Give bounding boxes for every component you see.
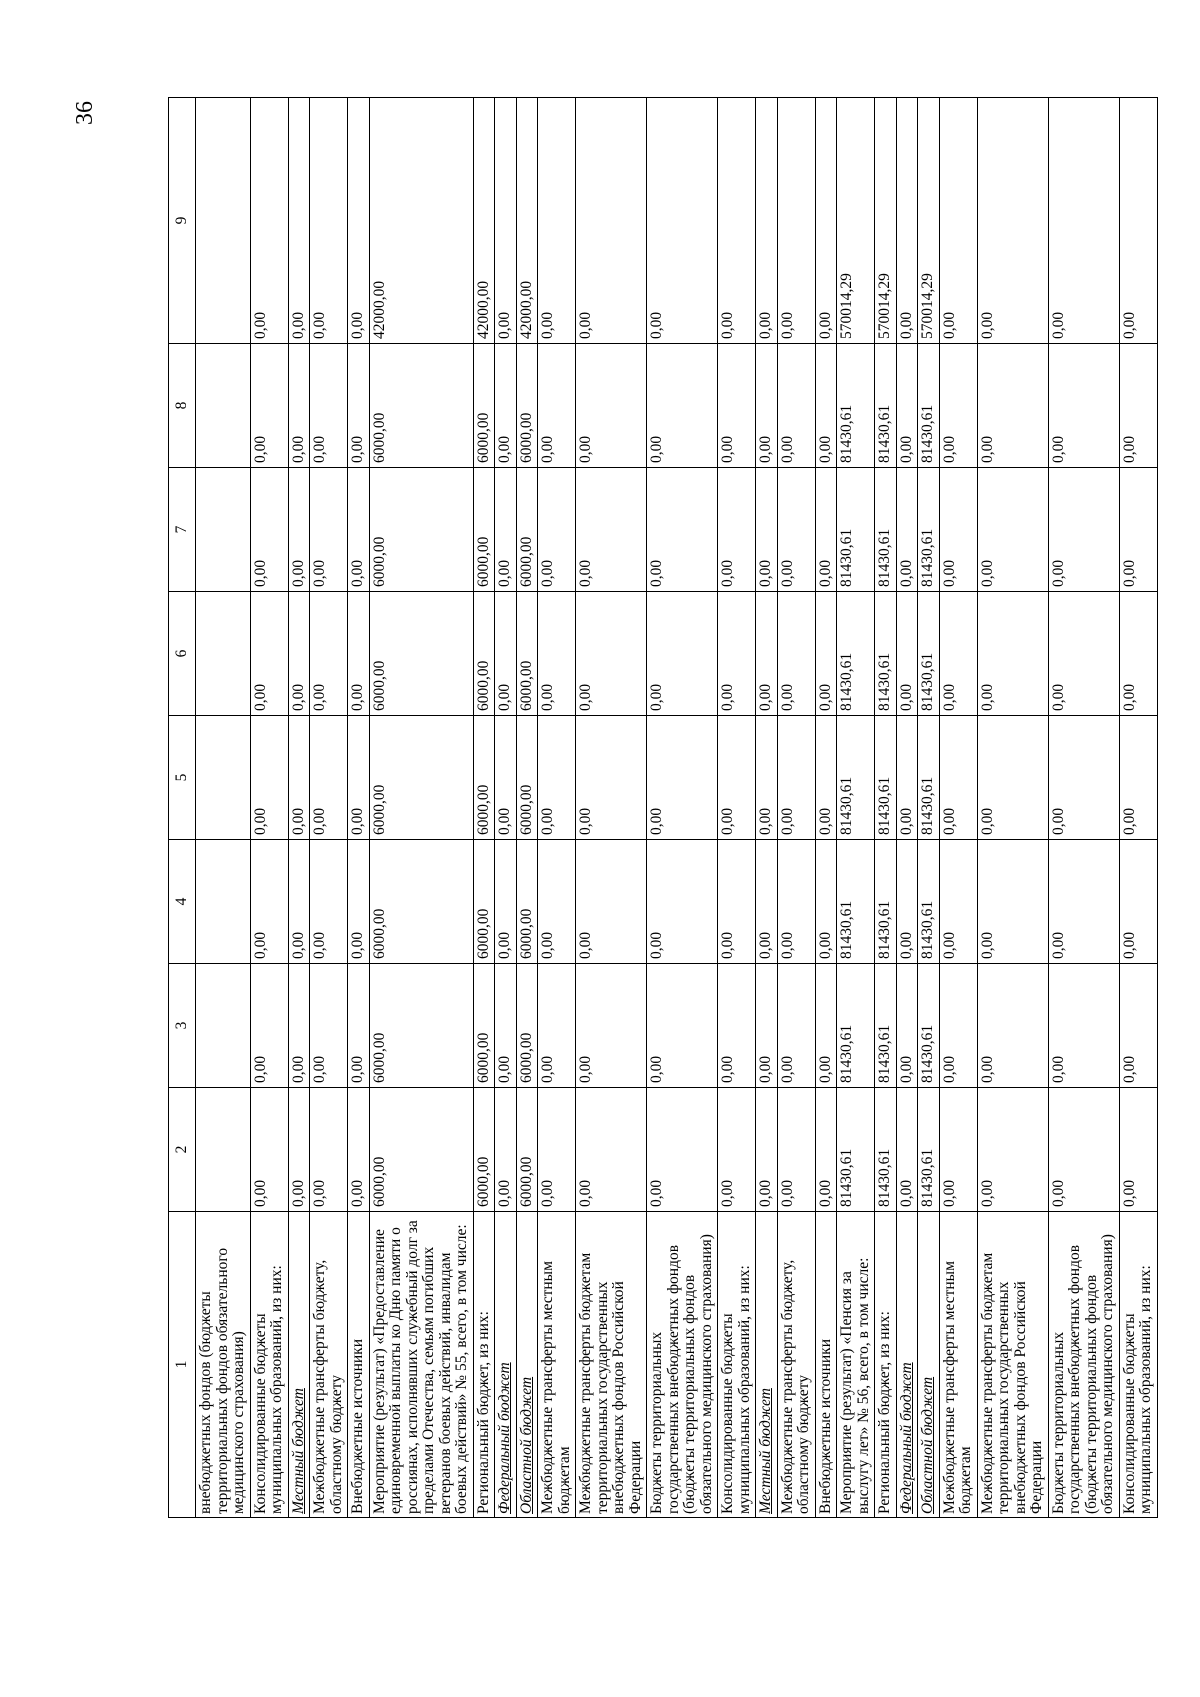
value-cell: 42000,00 xyxy=(516,98,538,344)
value-cell: 0,00 xyxy=(977,592,1048,716)
value-cell: 0,00 xyxy=(718,1088,756,1212)
table-row xyxy=(288,98,310,1518)
table-row xyxy=(495,98,517,1518)
row-label: Областной бюджет xyxy=(918,1212,940,1518)
row-label: Бюджеты территориальных государственных внебюджетных фондов (бюджеты территориальных фондов обязательного медицинского страхования) xyxy=(1048,1212,1119,1518)
value-cell: 0,00 xyxy=(815,840,837,964)
value-cell: 0,00 xyxy=(647,964,718,1088)
value-cell: 0,00 xyxy=(896,592,918,716)
value-cell: 81430,61 xyxy=(918,344,940,468)
value-cell: 6000,00 xyxy=(516,1088,538,1212)
value-cell: 0,00 xyxy=(310,98,348,344)
value-cell: 0,00 xyxy=(495,344,517,468)
row-label: Внебюджетные источники xyxy=(815,1212,837,1518)
value-cell: 0,00 xyxy=(250,98,288,344)
row-label: Мероприятие (результат) «Пенсия за выслугу лет» № 56, всего, в том числе: xyxy=(837,1212,875,1518)
table-row xyxy=(777,98,815,1518)
value-cell: 0,00 xyxy=(939,716,977,840)
table-row xyxy=(348,98,370,1518)
value-cell: 0,00 xyxy=(288,98,310,344)
value-cell: 0,00 xyxy=(310,840,348,964)
table-row xyxy=(918,98,940,1518)
value-cell: 81430,61 xyxy=(918,1088,940,1212)
value-cell: 0,00 xyxy=(1119,964,1157,1088)
value-cell: 0,00 xyxy=(1048,344,1119,468)
table-row xyxy=(250,98,288,1518)
column-header-9: 9 xyxy=(169,98,196,344)
value-cell xyxy=(196,592,251,716)
row-label: внебюджетных фондов (бюджеты территориальных фондов обязательного медицинского страхования) xyxy=(196,1212,251,1518)
value-cell: 0,00 xyxy=(815,1088,837,1212)
value-cell: 570014,29 xyxy=(837,98,875,344)
value-cell: 0,00 xyxy=(896,716,918,840)
value-cell: 0,00 xyxy=(756,1088,778,1212)
value-cell: 6000,00 xyxy=(369,592,473,716)
value-cell: 81430,61 xyxy=(837,468,875,592)
value-cell: 0,00 xyxy=(718,716,756,840)
value-cell: 0,00 xyxy=(777,716,815,840)
table-header xyxy=(169,98,196,1518)
table-row xyxy=(977,98,1048,1518)
row-label: Консолидированные бюджеты муниципальных образований, из них: xyxy=(250,1212,288,1518)
value-cell: 0,00 xyxy=(756,964,778,1088)
value-cell: 0,00 xyxy=(495,964,517,1088)
value-cell: 0,00 xyxy=(288,964,310,1088)
value-cell: 81430,61 xyxy=(875,716,897,840)
value-cell: 6000,00 xyxy=(473,716,495,840)
value-cell: 0,00 xyxy=(1119,468,1157,592)
value-cell: 0,00 xyxy=(495,1088,517,1212)
value-cell: 0,00 xyxy=(718,840,756,964)
value-cell: 0,00 xyxy=(756,716,778,840)
value-cell: 0,00 xyxy=(647,344,718,468)
value-cell: 0,00 xyxy=(815,964,837,1088)
value-cell: 0,00 xyxy=(348,98,370,344)
row-label: Федеральный бюджет xyxy=(495,1212,517,1518)
column-header-5: 5 xyxy=(169,716,196,840)
value-cell: 0,00 xyxy=(756,468,778,592)
value-cell: 0,00 xyxy=(576,468,647,592)
value-cell: 0,00 xyxy=(939,468,977,592)
value-cell: 0,00 xyxy=(896,840,918,964)
table-row xyxy=(756,98,778,1518)
value-cell: 0,00 xyxy=(250,1088,288,1212)
value-cell: 0,00 xyxy=(977,344,1048,468)
header-row xyxy=(169,98,196,1518)
table-row xyxy=(369,98,473,1518)
value-cell: 81430,61 xyxy=(918,592,940,716)
value-cell: 0,00 xyxy=(977,964,1048,1088)
value-cell: 81430,61 xyxy=(837,592,875,716)
value-cell: 81430,61 xyxy=(837,716,875,840)
value-cell: 0,00 xyxy=(310,468,348,592)
value-cell: 0,00 xyxy=(939,840,977,964)
value-cell: 0,00 xyxy=(495,468,517,592)
value-cell: 0,00 xyxy=(647,468,718,592)
value-cell: 0,00 xyxy=(777,468,815,592)
value-cell: 6000,00 xyxy=(369,964,473,1088)
column-header-7: 7 xyxy=(169,468,196,592)
row-label: Местный бюджет xyxy=(288,1212,310,1518)
row-label: Федеральный бюджет xyxy=(896,1212,918,1518)
value-cell: 0,00 xyxy=(896,1088,918,1212)
row-label: Межбюджетные трансферты бюджетам территориальных государственных внебюджетных фондов Российской Федерации xyxy=(576,1212,647,1518)
value-cell: 0,00 xyxy=(647,98,718,344)
value-cell: 81430,61 xyxy=(875,840,897,964)
value-cell: 0,00 xyxy=(576,592,647,716)
table-row xyxy=(473,98,495,1518)
value-cell: 0,00 xyxy=(250,468,288,592)
value-cell: 0,00 xyxy=(310,716,348,840)
value-cell: 42000,00 xyxy=(473,98,495,344)
value-cell: 81430,61 xyxy=(837,840,875,964)
value-cell xyxy=(196,98,251,344)
value-cell xyxy=(196,964,251,1088)
value-cell: 81430,61 xyxy=(875,1088,897,1212)
table-row xyxy=(310,98,348,1518)
value-cell: 0,00 xyxy=(348,344,370,468)
table-row xyxy=(896,98,918,1518)
value-cell: 0,00 xyxy=(348,716,370,840)
row-label: Межбюджетные трансферты бюджету, областному бюджету xyxy=(777,1212,815,1518)
table-row xyxy=(718,98,756,1518)
value-cell: 6000,00 xyxy=(473,1088,495,1212)
table-row xyxy=(875,98,897,1518)
value-cell: 0,00 xyxy=(576,840,647,964)
value-cell: 0,00 xyxy=(777,1088,815,1212)
value-cell: 0,00 xyxy=(310,1088,348,1212)
row-label: Областной бюджет xyxy=(516,1212,538,1518)
row-label: Внебюджетные источники xyxy=(348,1212,370,1518)
value-cell xyxy=(196,716,251,840)
value-cell: 0,00 xyxy=(348,840,370,964)
value-cell: 81430,61 xyxy=(918,716,940,840)
table-row xyxy=(196,98,251,1518)
value-cell: 0,00 xyxy=(815,344,837,468)
value-cell: 0,00 xyxy=(1048,592,1119,716)
value-cell: 0,00 xyxy=(348,964,370,1088)
value-cell: 0,00 xyxy=(939,98,977,344)
value-cell: 0,00 xyxy=(815,716,837,840)
value-cell: 0,00 xyxy=(576,1088,647,1212)
row-label: Консолидированные бюджеты муниципальных образований, из них: xyxy=(718,1212,756,1518)
value-cell: 0,00 xyxy=(977,1088,1048,1212)
value-cell: 0,00 xyxy=(495,716,517,840)
value-cell: 0,00 xyxy=(288,1088,310,1212)
value-cell: 0,00 xyxy=(756,344,778,468)
value-cell: 0,00 xyxy=(1048,1088,1119,1212)
table-row xyxy=(1048,98,1119,1518)
value-cell: 570014,29 xyxy=(918,98,940,344)
value-cell: 81430,61 xyxy=(875,344,897,468)
value-cell: 0,00 xyxy=(538,592,576,716)
value-cell: 0,00 xyxy=(718,344,756,468)
value-cell: 0,00 xyxy=(647,1088,718,1212)
column-header-3: 3 xyxy=(169,964,196,1088)
value-cell: 6000,00 xyxy=(516,840,538,964)
value-cell: 0,00 xyxy=(977,716,1048,840)
value-cell: 6000,00 xyxy=(473,344,495,468)
value-cell: 0,00 xyxy=(288,840,310,964)
value-cell: 6000,00 xyxy=(473,468,495,592)
value-cell xyxy=(196,344,251,468)
value-cell: 0,00 xyxy=(777,344,815,468)
value-cell: 0,00 xyxy=(939,964,977,1088)
value-cell xyxy=(196,468,251,592)
value-cell: 0,00 xyxy=(288,344,310,468)
value-cell: 0,00 xyxy=(777,592,815,716)
column-header-1: 1 xyxy=(169,1212,196,1518)
value-cell: 0,00 xyxy=(250,716,288,840)
column-header-8: 8 xyxy=(169,344,196,468)
value-cell: 0,00 xyxy=(1119,98,1157,344)
table-body xyxy=(196,98,1158,1518)
value-cell: 81430,61 xyxy=(875,468,897,592)
value-cell: 0,00 xyxy=(647,840,718,964)
value-cell: 0,00 xyxy=(495,592,517,716)
value-cell: 0,00 xyxy=(288,468,310,592)
value-cell: 6000,00 xyxy=(369,840,473,964)
value-cell: 0,00 xyxy=(576,716,647,840)
value-cell: 0,00 xyxy=(1048,964,1119,1088)
value-cell: 0,00 xyxy=(939,344,977,468)
value-cell: 0,00 xyxy=(538,1088,576,1212)
value-cell: 0,00 xyxy=(718,468,756,592)
value-cell: 0,00 xyxy=(250,840,288,964)
column-header-6: 6 xyxy=(169,592,196,716)
table-row xyxy=(939,98,977,1518)
value-cell: 6000,00 xyxy=(369,468,473,592)
value-cell: 0,00 xyxy=(1119,344,1157,468)
value-cell: 0,00 xyxy=(777,964,815,1088)
table-row xyxy=(647,98,718,1518)
row-label: Межбюджетные трансферты бюджету, областному бюджету xyxy=(310,1212,348,1518)
value-cell: 0,00 xyxy=(777,98,815,344)
value-cell: 0,00 xyxy=(1119,592,1157,716)
table-row xyxy=(576,98,647,1518)
value-cell: 81430,61 xyxy=(837,1088,875,1212)
value-cell: 6000,00 xyxy=(516,344,538,468)
value-cell: 0,00 xyxy=(977,98,1048,344)
value-cell: 0,00 xyxy=(1119,716,1157,840)
value-cell xyxy=(196,1088,251,1212)
value-cell: 0,00 xyxy=(310,964,348,1088)
value-cell: 42000,00 xyxy=(369,98,473,344)
value-cell: 6000,00 xyxy=(369,1088,473,1212)
value-cell: 0,00 xyxy=(756,98,778,344)
value-cell: 0,00 xyxy=(647,592,718,716)
value-cell: 6000,00 xyxy=(516,468,538,592)
column-header-2: 2 xyxy=(169,1088,196,1212)
page-number: 36 xyxy=(72,101,98,125)
value-cell: 0,00 xyxy=(348,592,370,716)
value-cell: 0,00 xyxy=(310,344,348,468)
value-cell: 0,00 xyxy=(1048,98,1119,344)
value-cell: 81430,61 xyxy=(918,468,940,592)
value-cell: 0,00 xyxy=(1119,1088,1157,1212)
value-cell: 0,00 xyxy=(538,964,576,1088)
value-cell: 81430,61 xyxy=(875,964,897,1088)
rotated-budget-table xyxy=(168,98,1154,1518)
budget-table xyxy=(168,97,1158,1518)
value-cell: 0,00 xyxy=(348,468,370,592)
value-cell: 0,00 xyxy=(288,592,310,716)
row-label: Консолидированные бюджеты муниципальных образований, из них: xyxy=(1119,1212,1157,1518)
value-cell: 0,00 xyxy=(756,592,778,716)
row-label: Мероприятие (результат) «Предоставление единовременной выплаты ко Дню памяти о россиянах, исполнявших служебный долг за пределами Отечества, семьям погибших ветеранов боевых действий, инвалидам боевых действий» № 55, всего, в том числе: xyxy=(369,1212,473,1518)
value-cell: 81430,61 xyxy=(875,592,897,716)
table-row xyxy=(516,98,538,1518)
value-cell: 0,00 xyxy=(718,592,756,716)
row-label: Региональный бюджет, из них: xyxy=(473,1212,495,1518)
value-cell: 0,00 xyxy=(538,344,576,468)
value-cell: 0,00 xyxy=(538,468,576,592)
row-label: Региональный бюджет, из них: xyxy=(875,1212,897,1518)
value-cell: 0,00 xyxy=(1048,468,1119,592)
value-cell: 0,00 xyxy=(310,592,348,716)
value-cell: 0,00 xyxy=(495,840,517,964)
value-cell: 0,00 xyxy=(576,964,647,1088)
value-cell: 0,00 xyxy=(718,98,756,344)
row-label: Межбюджетные трансферты бюджетам территориальных государственных внебюджетных фондов Российской Федерации xyxy=(977,1212,1048,1518)
value-cell: 0,00 xyxy=(647,716,718,840)
value-cell: 0,00 xyxy=(939,592,977,716)
value-cell: 0,00 xyxy=(718,964,756,1088)
value-cell: 0,00 xyxy=(538,840,576,964)
table-row xyxy=(837,98,875,1518)
value-cell: 0,00 xyxy=(939,1088,977,1212)
value-cell: 6000,00 xyxy=(516,716,538,840)
value-cell xyxy=(196,840,251,964)
value-cell: 0,00 xyxy=(1119,840,1157,964)
value-cell: 6000,00 xyxy=(473,592,495,716)
value-cell: 0,00 xyxy=(977,840,1048,964)
value-cell: 81430,61 xyxy=(918,840,940,964)
row-label: Межбюджетные трансферты местным бюджетам xyxy=(939,1212,977,1518)
row-label: Местный бюджет xyxy=(756,1212,778,1518)
value-cell: 6000,00 xyxy=(369,716,473,840)
value-cell: 570014,29 xyxy=(875,98,897,344)
value-cell: 6000,00 xyxy=(473,964,495,1088)
value-cell: 0,00 xyxy=(538,716,576,840)
value-cell: 0,00 xyxy=(250,592,288,716)
value-cell: 0,00 xyxy=(495,98,517,344)
value-cell: 0,00 xyxy=(576,98,647,344)
value-cell: 0,00 xyxy=(250,964,288,1088)
value-cell: 0,00 xyxy=(348,1088,370,1212)
value-cell: 81430,61 xyxy=(837,964,875,1088)
value-cell: 81430,61 xyxy=(918,964,940,1088)
value-cell: 0,00 xyxy=(250,344,288,468)
value-cell: 6000,00 xyxy=(516,592,538,716)
value-cell: 0,00 xyxy=(576,344,647,468)
table-row xyxy=(815,98,837,1518)
value-cell: 0,00 xyxy=(896,344,918,468)
value-cell: 6000,00 xyxy=(369,344,473,468)
value-cell: 81430,61 xyxy=(837,344,875,468)
table-row xyxy=(538,98,576,1518)
value-cell: 0,00 xyxy=(538,98,576,344)
table-row xyxy=(1119,98,1157,1518)
value-cell: 0,00 xyxy=(288,716,310,840)
value-cell: 0,00 xyxy=(977,468,1048,592)
value-cell: 0,00 xyxy=(815,592,837,716)
value-cell: 0,00 xyxy=(756,840,778,964)
row-label: Бюджеты территориальных государственных внебюджетных фондов (бюджеты территориальных фондов обязательного медицинского страхования) xyxy=(647,1212,718,1518)
value-cell: 0,00 xyxy=(896,98,918,344)
value-cell: 0,00 xyxy=(815,468,837,592)
value-cell: 0,00 xyxy=(777,840,815,964)
value-cell: 0,00 xyxy=(1048,840,1119,964)
value-cell: 6000,00 xyxy=(473,840,495,964)
value-cell: 0,00 xyxy=(896,468,918,592)
column-header-4: 4 xyxy=(169,840,196,964)
value-cell: 0,00 xyxy=(1048,716,1119,840)
value-cell: 0,00 xyxy=(815,98,837,344)
value-cell: 6000,00 xyxy=(516,964,538,1088)
value-cell: 0,00 xyxy=(896,964,918,1088)
row-label: Межбюджетные трансферты местным бюджетам xyxy=(538,1212,576,1518)
